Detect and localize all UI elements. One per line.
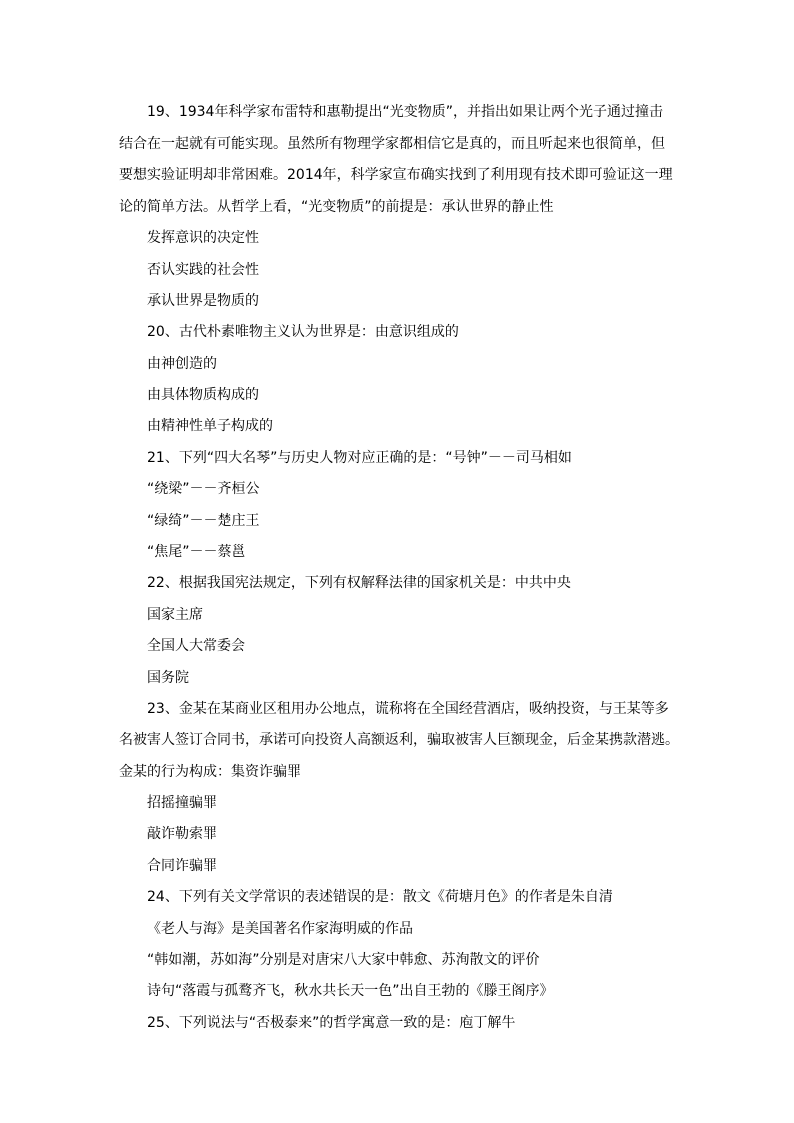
question-23-line-1: 23、金某在某商业区租用办公地点，谎称将在全国经营酒店，吸纳投资，与王某等多	[147, 701, 669, 717]
question-19-line-1: 19、1934年科学家布雷特和惠勒提出“光变物质”，并指出如果让两个光子通过撞击	[147, 104, 663, 120]
question-23-line-3: 金某的行为构成：集资诈骗罪	[119, 764, 301, 780]
question-25-line-1: 25、下列说法与“否极泰来”的哲学寓意一致的是：庖丁解牛	[147, 1015, 516, 1031]
question-24-option-c: “韩如潮，苏如海”分别是对唐宋八大家中韩愈、苏洵散文的评价	[147, 952, 540, 968]
question-24-line-1: 24、下列有关文学常识的表述错误的是：散文《荷塘月色》的作者是朱自清	[147, 889, 613, 905]
question-22-line-1: 22、根据我国宪法规定，下列有权解释法律的国家机关是：中共中央	[147, 575, 571, 591]
question-19-option-b: 发挥意识的决定性	[147, 230, 259, 246]
question-20-line-1: 20、古代朴素唯物主义认为世界是：由意识组成的	[147, 324, 459, 340]
question-19-option-d: 承认世界是物质的	[147, 293, 259, 309]
question-24-option-b: 《老人与海》是美国著名作家海明威的作品	[147, 921, 413, 937]
question-22-option-d: 国务院	[147, 670, 189, 686]
question-23-line-2: 名被害人签订合同书，承诺可向投资人高额返利，骗取被害人巨额现金，后金某携款潜逃。	[119, 732, 679, 748]
question-20-option-d: 由精神性单子构成的	[147, 418, 273, 434]
question-19-line-3: 要想实验证明却非常困难。2014年，科学家宣布确实找到了利用现有技术即可验证这一理	[119, 167, 673, 183]
question-22-option-b: 国家主席	[147, 607, 203, 623]
question-23-option-b: 招摇撞骗罪	[147, 795, 217, 811]
question-20-option-c: 由具体物质构成的	[147, 387, 259, 403]
question-21-option-d: “焦尾”－－蔡邕	[147, 544, 246, 560]
question-19-line-4: 论的简单方法。从哲学上看，“光变物质”的前提是：承认世界的静止性	[119, 199, 554, 215]
question-23-option-c: 敲诈勒索罪	[147, 826, 217, 842]
question-21-option-b: “绕梁”－－齐桓公	[147, 481, 260, 497]
question-21-line-1: 21、下列“四大名琴”与历史人物对应正确的是：“号钟”－－司马相如	[147, 450, 572, 466]
question-23-option-d: 合同诈骗罪	[147, 858, 217, 874]
question-21-option-c: “绿绮”－－楚庄王	[147, 513, 260, 529]
question-22-option-c: 全国人大常委会	[147, 638, 245, 654]
question-24-option-d: 诗句“落霞与孤鹜齐飞，秋水共长天一色”出自王勃的《滕王阁序》	[147, 983, 554, 999]
question-20-option-b: 由神创造的	[147, 356, 217, 372]
question-19-line-2: 结合在一起就有可能实现。虽然所有物理学家都相信它是真的，而且听起来也很简单，但	[119, 136, 665, 152]
question-19-option-c: 否认实践的社会性	[147, 262, 259, 278]
